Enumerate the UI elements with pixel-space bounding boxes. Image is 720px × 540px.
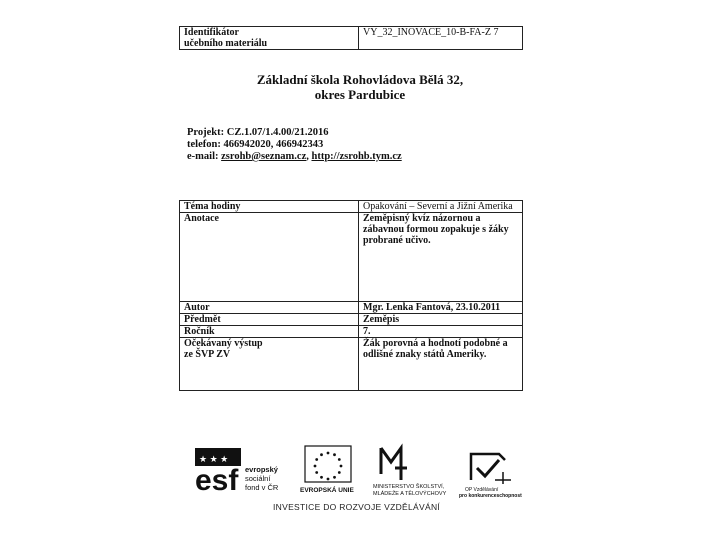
school-district: okres Pardubice (314, 87, 406, 102)
outcome-label-line: Očekávaný výstup (184, 338, 263, 349)
table-row (180, 326, 523, 338)
table-row (180, 302, 523, 314)
author-label: Autor (180, 302, 359, 314)
msmt-caption-line: MINISTERSTVO ŠKOLSTVÍ, (373, 484, 445, 490)
project-number: Projekt: CZ.1.07/1.4.00/21.2016 (187, 127, 329, 138)
outcome-value (359, 338, 523, 391)
identifier-row (180, 27, 523, 50)
topic-value: Opakování – Severní a Jižní Amerika (359, 201, 523, 213)
outcome-line: odlišné znaky států Ameriky. (363, 349, 487, 360)
subject-label: Předmět (180, 314, 359, 326)
grade-value: 7. (359, 326, 523, 338)
msmt-m-icon (381, 448, 401, 474)
annotation-line: Zeměpisný kvíz názornou a (363, 213, 481, 224)
annotation-line: zábavnou formou zopakuje s žáky (363, 224, 509, 235)
identifier-value: VY_32_INOVACE_10-B-FA-Z 7 (359, 27, 523, 50)
email-prefix: e-mail: (187, 151, 222, 162)
checkmark-icon (477, 460, 499, 476)
investment-slogan: INVESTICE DO ROZVOJE VZDĚLÁVÁNÍ (273, 502, 441, 512)
table-row (180, 338, 523, 391)
identifier-label-line2: učebního materiálu (184, 38, 268, 49)
op-vk-logo (459, 454, 522, 499)
topic-label: Téma hodiny (180, 201, 359, 213)
eu-stars-icon (314, 452, 343, 481)
esf-text-line: fond v ČR (245, 483, 279, 492)
msmt-logo (373, 448, 447, 497)
outcome-line: Žák porovná a hodnotí podobné a (363, 338, 508, 349)
op-vk-frame-icon (471, 454, 505, 480)
funding-logos (195, 440, 525, 500)
subject-value: Zeměpis (359, 314, 523, 326)
esf-stars-icon: ★ ★ ★ (199, 454, 229, 464)
identifier-table (179, 26, 523, 50)
table-row (180, 213, 523, 302)
outcome-label-line: ze ŠVP ZV (184, 349, 231, 360)
author-value: Mgr. Lenka Fantová, 23.10.2011 (359, 302, 523, 314)
eu-flag-logo (300, 446, 354, 494)
annotation-label: Anotace (180, 213, 359, 302)
project-info (187, 127, 402, 163)
op-caption-line: OP Vzdělávání (465, 487, 499, 493)
web-link[interactable]: http://zsrohb.tym.cz (311, 151, 402, 162)
phone-numbers: telefon: 466942020, 466942343 (187, 139, 324, 150)
table-row (180, 314, 523, 326)
esf-wordmark: esf (195, 464, 239, 497)
annotation-line: probrané učivo. (363, 235, 431, 246)
school-heading (180, 72, 540, 102)
table-row (180, 201, 523, 213)
grade-label: Ročník (180, 326, 359, 338)
annotation-value (359, 213, 523, 302)
lesson-info-table (179, 200, 523, 391)
eu-caption: EVROPSKÁ UNIE (300, 487, 354, 494)
contact-line (187, 151, 402, 163)
op-caption-line: pro konkurenceschopnost (459, 493, 522, 499)
outcome-label (180, 338, 359, 391)
msmt-caption-line: MLÁDEŽE A TĚLOVÝCHOVY (373, 491, 447, 497)
identifier-label (180, 27, 359, 50)
esf-text-line: sociální (245, 474, 271, 483)
msmt-t-icon (395, 468, 407, 480)
contact-separator: , (306, 151, 312, 162)
identifier-label-line1: Identifikátor (184, 27, 239, 38)
school-name: Základní škola Rohovládova Bělá 32, (256, 72, 464, 87)
op-vk-arrow-icon (495, 472, 511, 484)
esf-logo (195, 448, 279, 497)
email-link[interactable]: zsrohb@seznam.cz (221, 151, 307, 162)
esf-text-line: evropský (245, 465, 278, 474)
